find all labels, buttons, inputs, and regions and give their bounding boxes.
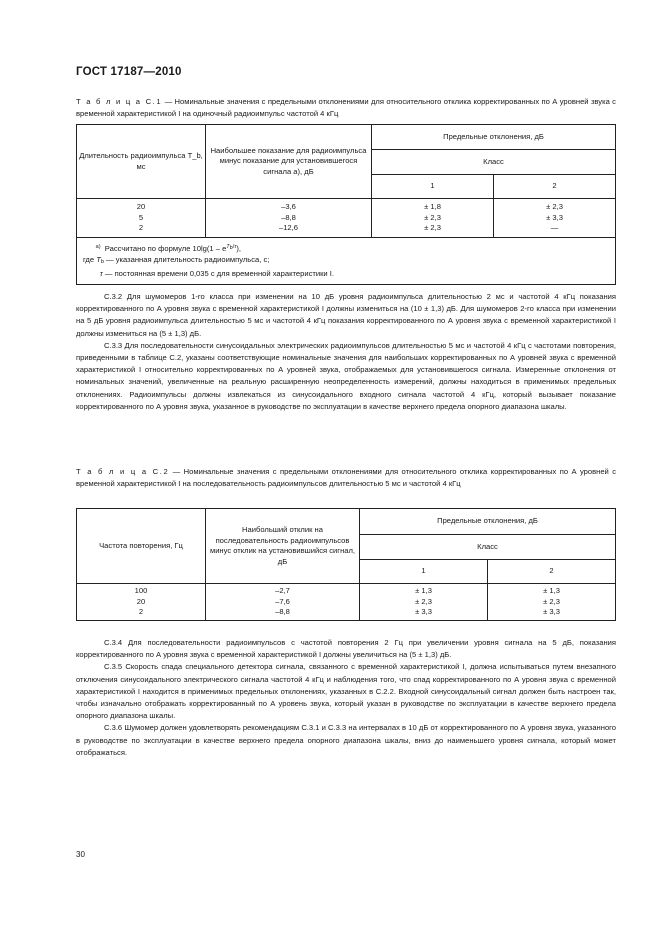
table1-col-reading [206, 199, 372, 238]
table-cell: ± 2,3 [543, 596, 560, 606]
table1-class-2: 2 [494, 175, 616, 199]
table1 [76, 124, 616, 285]
table1-header-deviations: Предельные отклонения, дБ [372, 125, 616, 150]
table-cell: ± 2,3 [424, 223, 441, 233]
paragraph-c36: С.3.6 Шумомер должен удовлетворять рекомендациям С.3.1 и С.3.3 на интервалах в 10 дБ от корректированного по А уровня звука, указанного в руководстве по эксплуатации в качестве верхнего предела опорного диапазона шкалы, вниз до наименьшего уровня сигнала, который может отображаться. [76, 723, 616, 757]
table-cell: 100 [134, 586, 148, 596]
table-cell: 20 [136, 596, 146, 606]
table-cell: 20 [136, 202, 146, 212]
table1-caption [76, 96, 616, 121]
table-cell: ± 2,3 [424, 212, 441, 222]
table2 [76, 508, 616, 621]
table2-caption-text: — Номинальные значения с предельными отклонениями для относительного отклика корректированных по А уровней с временной характеристикой I на последовательность радиоимпульсов длительностью 5 мс и частотой 4 кГц [76, 467, 616, 489]
table1-header-reading [206, 125, 372, 199]
paragraphs-a [76, 291, 616, 413]
table-cell: ± 2,3 [546, 202, 563, 212]
table1-caption-label: Т а б л и ц а С.1 [76, 97, 163, 106]
paragraph-c34: С.3.4 Для последовательности радиоимпульсов с частотой повторения 2 Гц при увеличении уровня сигнала на 5 дБ, показания корректированного по А уровня звука с временной характеристикой I должны увеличиться на (5 ± 1,3) дБ. [76, 638, 616, 660]
table2-col-class1 [360, 584, 488, 621]
table2-caption-label: Т а б л и ц а С.2 [76, 467, 170, 476]
table-cell: –3,6 [281, 202, 296, 212]
table-cell: 2 [138, 223, 144, 233]
table-cell: ± 1,8 [424, 202, 441, 212]
paragraph-c35: С.3.5 Скорость спада специального детектора сигнала, связанного с временной характеристикой I, должна испытываться путем внезапного отключения синусоидального электрического сигнала частотой 4 кГц и наблюдения того, что спад корректированного по А уровня звука с временной характеристикой I находится в применимых предельных отклонениях, указанных в С.2.2. Входной синусоидальный сигнал должен быть настроен так, чтобы изначально отображать корректированный по А уровень звука, который указан в руководстве по эксплуатации в качестве верхнего предела опорного диапазона шкалы. [76, 662, 616, 721]
paragraph-c32: С.3.2 Для шумомеров 1-го класса при изменении на 10 дБ уровня радиоимпульса длительностью 2 мс и частотой 4 кГц показания корректированного по А уровня звука с временной характеристикой I должны измениться на (10 ± 1,3) дБ. Для шумомеров 2-го класса при изменении на 5 дБ уровня радиоимпульса длительностью 5 мс и частотой 4 кГц показания корректированного по А уровня звука с временной характеристикой I должны измениться на (5 ± 1,3) дБ. [76, 292, 616, 338]
table-cell: –8,8 [281, 212, 296, 222]
table1-col-duration [77, 199, 206, 238]
table2-header-frequency: Частота повторения, Гц [77, 509, 206, 584]
paragraphs-b [76, 637, 616, 759]
table-cell: ± 3,3 [546, 212, 563, 222]
table-cell: ± 1,3 [543, 586, 560, 596]
page-header: ГОСТ 17187—2010 [76, 66, 182, 78]
table-cell: — [550, 223, 559, 233]
table-cell: ± 3,3 [543, 607, 560, 617]
table-cell: 5 [138, 212, 144, 222]
table2-col2: Наибольший отклик на последовательность радиоимпульсов минус отклик на установившийся сигнал, дБ [209, 525, 356, 566]
table1-col2: Наибольшее показание для радиоимпульса минус показание для установившегося сигнала а), дБ [210, 145, 367, 176]
table1-header-duration [77, 125, 206, 199]
table1-class-1: 1 [372, 175, 494, 199]
table2-header-class: Класс [360, 535, 616, 560]
table2-class-1: 1 [360, 560, 488, 584]
table1-footnote [77, 238, 616, 285]
table-cell: 2 [138, 607, 144, 617]
table2-header-response [206, 509, 360, 584]
table-cell: ± 1,3 [415, 586, 432, 596]
table1-col-class1 [372, 199, 494, 238]
table1-col1: Длительность радиоимпульса T_b, мс [79, 151, 203, 171]
paragraph-c33: С.3.3 Для последовательности синусоидальных электрических радиоимпульсов длительностью 5 мс и частотой 4 кГц с частотами повторения, приведенными в таблице С.2, указаны соответствующие номинальные значения для наибольших корректированных по А уровней звука с временной характеристикой I относительно корректированных по А уровней звука, отображаемых для установившегося сигнала. Измеренные отклонения от номинальных значений, увеличенные на реальную расширенную неопределенность измерений, должны находиться в применимых предельных отклонениях. Радиоимпульсы должны извлекаться из синусоидального входного сигнала частотой 4 кГц, который вызывает показание корректированного по А уровня звука, указанное в руководстве по эксплуатации в качестве верхнего предела опорного диапазона шкалы. [76, 340, 616, 411]
table-cell: ± 2,3 [415, 596, 432, 606]
table2-header-deviations: Предельные отклонения, дБ [360, 509, 616, 535]
table1-caption-text: — Номинальные значения с предельными отклонениями для относительного отклика корректированных по А уровней звука с временной характеристикой I на одиночный радиоимпульс частотой 4 кГц [76, 97, 616, 119]
table2-col-response [206, 584, 360, 621]
table2-col-frequency [77, 584, 206, 621]
table-cell: ± 3,3 [415, 607, 432, 617]
table-cell: –2,7 [275, 586, 290, 596]
table2-caption [76, 466, 616, 491]
table1-header-class: Класс [372, 150, 616, 175]
table1-col-class2 [494, 199, 616, 238]
table-cell: –8,8 [275, 607, 290, 617]
table2-class-2: 2 [488, 560, 616, 584]
table-cell: –12,6 [278, 223, 298, 233]
footnote-line-2: где $T_b$ — указанная длительность радиоимпульса, с; [83, 255, 270, 266]
table2-col-class2 [488, 584, 616, 621]
footnote-line-3: τ — постоянная времени 0,035 с для временной характеристики I. [99, 269, 334, 279]
page-number: 30 [76, 850, 85, 859]
table-cell: –7,6 [275, 596, 290, 606]
footnote-line-1: $^{а)}$ Рассчитано по формуле $10\lg(1 - e^{T_b/\tau})$, [95, 244, 241, 253]
